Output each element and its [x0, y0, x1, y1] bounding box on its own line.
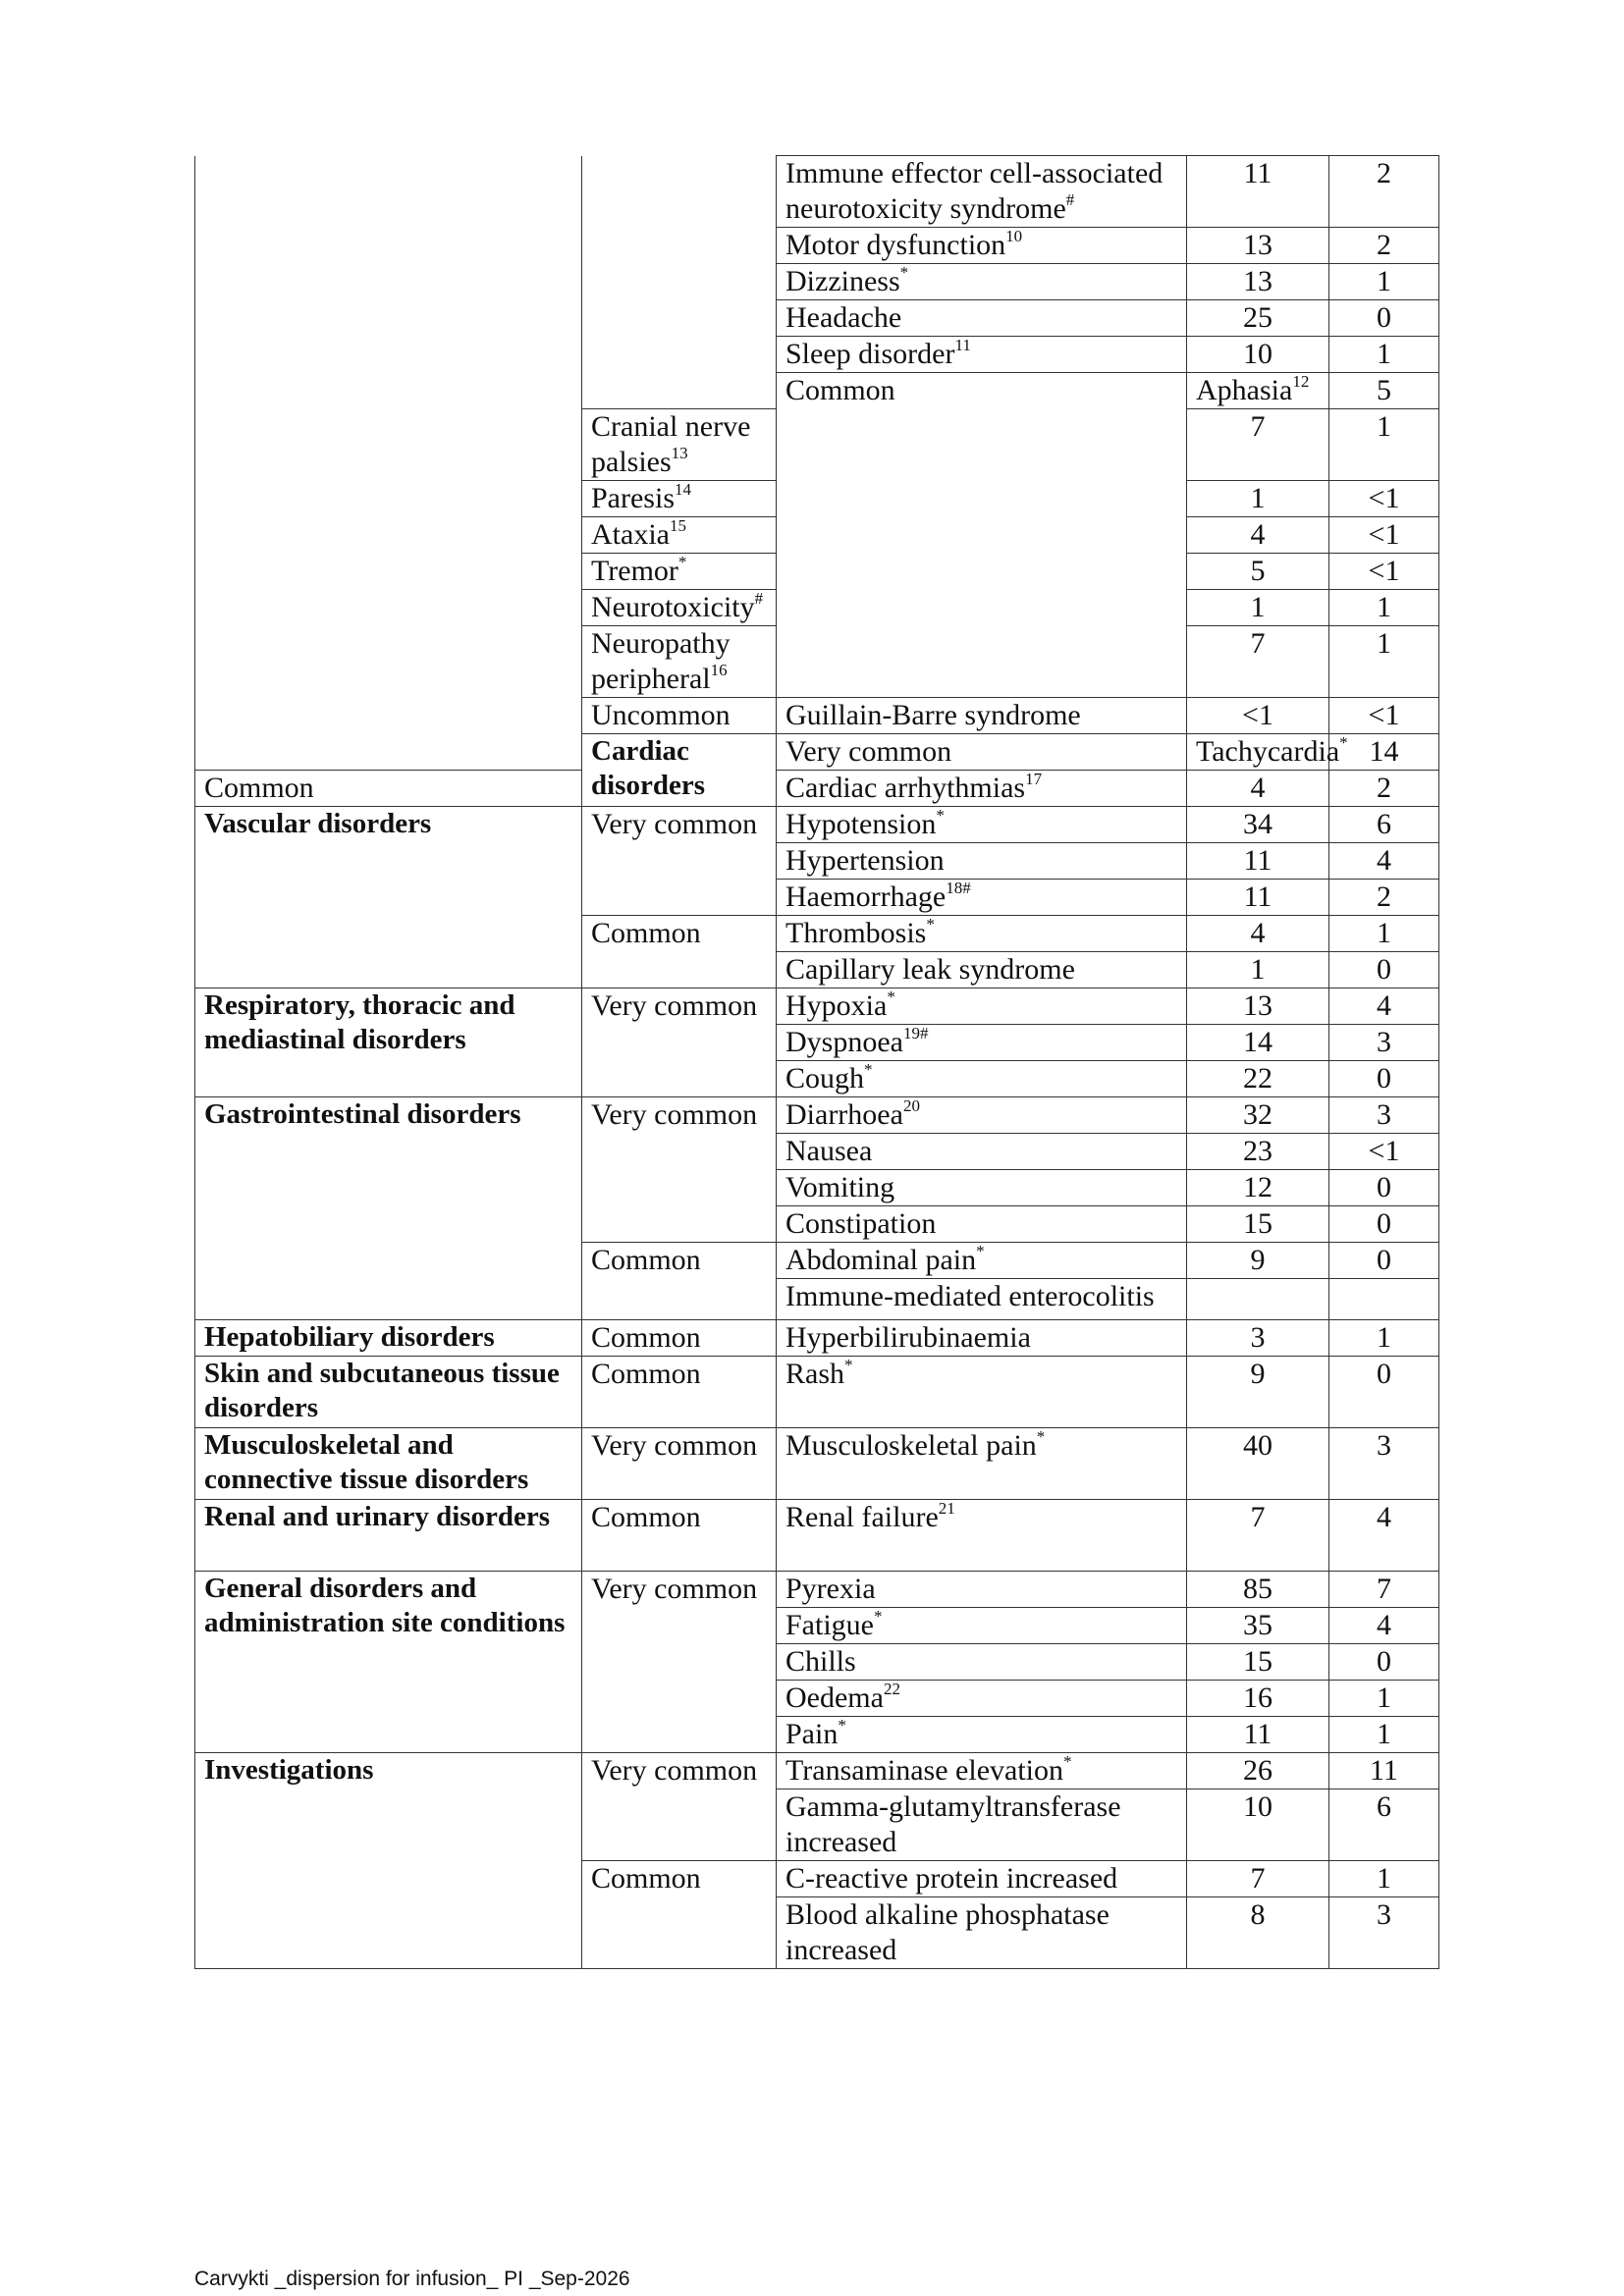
any-grade-percent-cell: 9 [1187, 1243, 1329, 1279]
table-row [195, 1357, 1439, 1428]
adverse-reaction-term: Gamma-glutamyltransferase increased [785, 1790, 1121, 1858]
any-grade-percent-cell: 4 [1187, 916, 1329, 952]
adverse-reaction-cell [777, 1320, 1187, 1357]
any-grade-percent-cell: 7 [1187, 409, 1329, 481]
adverse-reaction-term: Dizziness [785, 265, 900, 297]
table-row [195, 1097, 1439, 1134]
any-grade-percent-cell: 13 [1187, 988, 1329, 1025]
adverse-reactions-table [194, 155, 1439, 1969]
any-grade-percent-cell: 32 [1187, 1097, 1329, 1134]
footnote-marker: 17 [1025, 770, 1043, 788]
adverse-reaction-cell [777, 156, 1187, 228]
adverse-reaction-term: Pyrexia [785, 1573, 876, 1605]
footnote-marker: 12 [1292, 372, 1310, 391]
frequency-cell: Common [777, 373, 1187, 698]
grade3-or-higher-percent-cell: 3 [1329, 1897, 1439, 1969]
system-organ-class-cell: Vascular disorders [195, 807, 582, 988]
footnote-marker: 21 [938, 1499, 955, 1518]
adverse-reaction-term: Hypotension [785, 808, 937, 840]
frequency-cell: Common [582, 1861, 777, 1969]
frequency-cell [582, 156, 777, 409]
adverse-reaction-cell [777, 1717, 1187, 1753]
adverse-reaction-term: Nausea [785, 1135, 873, 1167]
adverse-reaction-cell [777, 1025, 1187, 1061]
adverse-reaction-cell [777, 1789, 1187, 1861]
adverse-reaction-cell [1187, 373, 1329, 409]
grade3-or-higher-percent-cell: 6 [1329, 1789, 1439, 1861]
adverse-reaction-term: Diarrhoea [785, 1098, 903, 1131]
footnote-marker: # [1065, 190, 1075, 209]
grade3-or-higher-percent-cell: 1 [1329, 626, 1439, 698]
any-grade-percent-cell: <1 [1187, 698, 1329, 734]
footnote-marker: * [844, 1356, 853, 1374]
adverse-reaction-term: Vomiting [785, 1171, 895, 1203]
adverse-reaction-cell [777, 1206, 1187, 1243]
grade3-or-higher-percent-cell: 0 [1329, 1170, 1439, 1206]
adverse-reaction-term: Rash [785, 1358, 844, 1390]
adverse-reaction-cell [777, 1753, 1187, 1789]
footnote-marker: * [864, 1060, 873, 1079]
footnote-marker: 11 [954, 336, 971, 354]
grade3-or-higher-percent-cell: <1 [1329, 517, 1439, 554]
frequency-cell: Uncommon [582, 698, 777, 734]
any-grade-percent-cell: 7 [1187, 1500, 1329, 1572]
table-row [195, 156, 1439, 228]
adverse-reaction-cell [777, 337, 1187, 373]
footnote-marker: * [838, 1716, 846, 1735]
frequency-cell: Common [582, 1243, 777, 1320]
grade3-or-higher-percent-cell [1329, 1279, 1439, 1320]
grade3-or-higher-percent-cell: 11 [1329, 1753, 1439, 1789]
grade3-or-higher-percent-cell: 0 [1329, 1243, 1439, 1279]
any-grade-percent-cell: 25 [1187, 300, 1329, 337]
system-organ-class-cell: Renal and urinary disorders [195, 1500, 582, 1572]
adverse-reaction-term: Tachycardia [1196, 735, 1340, 768]
adverse-reaction-term: Headache [785, 301, 902, 334]
adverse-reaction-cell [777, 1681, 1187, 1717]
frequency-cell: Very common [777, 734, 1187, 771]
adverse-reaction-term: Cardiac arrhythmias [785, 772, 1026, 804]
any-grade-percent-cell: 14 [1187, 1025, 1329, 1061]
any-grade-percent-cell: 15 [1187, 1644, 1329, 1681]
any-grade-percent-cell: 1 [1187, 952, 1329, 988]
adverse-reaction-cell [777, 1500, 1187, 1572]
adverse-reaction-cell [777, 1897, 1187, 1969]
grade3-or-higher-percent-cell: 2 [1329, 771, 1439, 807]
any-grade-percent-cell [1187, 1279, 1329, 1320]
adverse-reaction-cell [1187, 733, 1348, 771]
grade3-or-higher-percent-cell: 1 [1329, 1717, 1439, 1753]
grade3-or-higher-percent-cell: <1 [1329, 698, 1439, 734]
adverse-reaction-term: Hyperbilirubinaemia [785, 1321, 1031, 1354]
adverse-reaction-cell [582, 626, 777, 698]
grade3-or-higher-percent-cell: 1 [1329, 1861, 1439, 1897]
any-grade-percent-cell: 26 [1187, 1753, 1329, 1789]
adverse-reaction-term: Chills [785, 1645, 856, 1678]
system-organ-class-cell: Musculoskeletal and connective tissue disorders [195, 1428, 582, 1500]
grade3-or-higher-percent-cell: 0 [1329, 1061, 1439, 1097]
any-grade-percent-cell: 14 [1329, 734, 1439, 771]
table-row [195, 988, 1439, 1025]
adverse-reaction-term: Abdominal pain [785, 1244, 977, 1276]
frequency-cell: Very common [582, 1428, 777, 1500]
any-grade-percent-cell: 10 [1187, 1789, 1329, 1861]
grade3-or-higher-percent-cell: 2 [1329, 228, 1439, 264]
table-row [195, 1500, 1439, 1572]
adverse-reaction-term: Musculoskeletal pain [785, 1429, 1037, 1462]
adverse-reaction-cell [777, 1357, 1187, 1428]
frequency-cell: Common [582, 916, 777, 988]
any-grade-percent-cell: 11 [1187, 1717, 1329, 1753]
footnote-marker: 19# [902, 1024, 929, 1042]
any-grade-percent-cell: 5 [1187, 554, 1329, 590]
any-grade-percent-cell: 85 [1187, 1572, 1329, 1608]
adverse-reaction-term: Sleep disorder [785, 338, 955, 370]
any-grade-percent-cell: 16 [1187, 1681, 1329, 1717]
adverse-reaction-term: Constipation [785, 1207, 937, 1240]
adverse-reaction-cell [582, 481, 777, 517]
footnote-marker: * [887, 988, 895, 1006]
table-row [195, 1572, 1439, 1608]
footnote-marker: # [754, 589, 764, 608]
any-grade-percent-cell: 12 [1187, 1170, 1329, 1206]
adverse-reaction-term: Capillary leak syndrome [785, 953, 1075, 986]
any-grade-percent-cell: 7 [1187, 1861, 1329, 1897]
grade3-or-higher-percent-cell: 3 [1329, 1025, 1439, 1061]
adverse-reaction-cell [777, 698, 1187, 734]
adverse-reaction-cell [777, 771, 1187, 807]
frequency-cell: Common [582, 1320, 777, 1357]
any-grade-percent-cell: 1 [1187, 590, 1329, 626]
adverse-reaction-term: Transaminase elevation [785, 1754, 1063, 1787]
adverse-reaction-cell [777, 1061, 1187, 1097]
table-row [195, 807, 1439, 843]
adverse-reaction-cell [777, 1572, 1187, 1608]
adverse-reaction-term: Cranial nerve palsies [591, 410, 751, 478]
table-row [195, 1428, 1439, 1500]
system-organ-class-cell: Skin and subcutaneous tissue disorders [195, 1357, 582, 1428]
frequency-cell: Common [582, 1357, 777, 1428]
footnote-marker: 20 [902, 1096, 920, 1115]
any-grade-percent-cell: 11 [1187, 880, 1329, 916]
footnote-marker: * [677, 553, 687, 571]
system-organ-class-cell: General disorders and administration site conditions [195, 1572, 582, 1753]
adverse-reaction-term: Haemorrhage [785, 881, 947, 913]
footnote-marker: 14 [675, 480, 691, 499]
any-grade-percent-cell: 4 [1187, 771, 1329, 807]
grade3-or-higher-percent-cell: 4 [1329, 988, 1439, 1025]
adverse-reaction-cell [582, 517, 777, 554]
grade3-or-higher-percent-cell: 0 [1329, 952, 1439, 988]
grade3-or-higher-percent-cell: 0 [1329, 300, 1439, 337]
grade3-or-higher-percent-cell: 3 [1329, 1428, 1439, 1500]
system-organ-class-cell: Cardiac disorders [582, 734, 777, 807]
adverse-reaction-term: Immune effector cell-associated neurotoxicity syndrome [785, 157, 1164, 225]
any-grade-percent-cell: 7 [1187, 626, 1329, 698]
adverse-reaction-term: Renal failure [785, 1501, 939, 1533]
footnote-marker: * [899, 263, 909, 282]
adverse-reaction-cell [777, 1097, 1187, 1134]
frequency-cell: Very common [582, 988, 777, 1097]
grade3-or-higher-percent-cell: 0 [1329, 1644, 1439, 1681]
table-body [195, 156, 1439, 1969]
frequency-cell: Very common [582, 1572, 777, 1753]
footnote-marker: 13 [671, 444, 688, 462]
adverse-reaction-cell [777, 1134, 1187, 1170]
adverse-reaction-term: Pain [785, 1718, 839, 1750]
adverse-reaction-term: Fatigue [785, 1609, 874, 1641]
footnote-marker: * [976, 1242, 985, 1260]
grade3-or-higher-percent-cell: 1 [1329, 409, 1439, 481]
adverse-reaction-term: Motor dysfunction [785, 229, 1006, 261]
adverse-reaction-cell [777, 843, 1187, 880]
adverse-reaction-cell [777, 952, 1187, 988]
grade3-or-higher-percent-cell: 1 [1329, 337, 1439, 373]
adverse-reaction-cell [777, 916, 1187, 952]
adverse-reaction-cell [777, 880, 1187, 916]
adverse-reaction-cell [777, 1428, 1187, 1500]
any-grade-percent-cell: 22 [1187, 1061, 1329, 1097]
adverse-reaction-cell [582, 554, 777, 590]
adverse-reaction-term: Ataxia [591, 518, 670, 551]
system-organ-class-cell: Investigations [195, 1753, 582, 1969]
any-grade-percent-cell: 8 [1187, 1897, 1329, 1969]
frequency-cell: Common [195, 771, 582, 807]
grade3-or-higher-percent-cell: 1 [1329, 1681, 1439, 1717]
grade3-or-higher-percent-cell: <1 [1329, 1134, 1439, 1170]
any-grade-percent-cell: 1 [1187, 481, 1329, 517]
any-grade-percent-cell: 9 [1187, 1357, 1329, 1428]
adverse-reaction-cell [777, 300, 1187, 337]
frequency-cell: Very common [582, 1753, 777, 1861]
system-organ-class-cell: Hepatobiliary disorders [195, 1320, 582, 1357]
adverse-reaction-cell [582, 590, 777, 626]
footnote-marker: 16 [710, 661, 728, 679]
adverse-reaction-term: Neuropathy peripheral [591, 627, 731, 695]
adverse-reaction-term: Cough [785, 1062, 865, 1095]
any-grade-percent-cell: 11 [1187, 843, 1329, 880]
adverse-reaction-term: Guillain-Barre syndrome [785, 699, 1081, 731]
table-row [195, 1753, 1439, 1789]
grade3-or-higher-percent-cell: 1 [1329, 264, 1439, 300]
grade3-or-higher-percent-cell: 2 [1329, 880, 1439, 916]
adverse-reaction-term: Thrombosis [785, 917, 927, 949]
any-grade-percent-cell: 11 [1187, 156, 1329, 228]
any-grade-percent-cell: 15 [1187, 1206, 1329, 1243]
any-grade-percent-cell: 13 [1187, 228, 1329, 264]
adverse-reaction-term: Oedema [785, 1682, 884, 1714]
adverse-reaction-term: Blood alkaline phosphatase increased [785, 1898, 1110, 1966]
footnote-marker: * [874, 1607, 883, 1626]
any-grade-percent-cell: 35 [1187, 1608, 1329, 1644]
grade3-or-higher-percent-cell: 6 [1329, 807, 1439, 843]
adverse-reaction-cell [777, 1644, 1187, 1681]
system-organ-class-cell [195, 156, 582, 771]
footnote-marker: 18# [946, 879, 971, 897]
any-grade-percent-cell: 3 [1187, 1320, 1329, 1357]
any-grade-percent-cell: 5 [1329, 373, 1439, 409]
any-grade-percent-cell: 34 [1187, 807, 1329, 843]
footnote-marker: 10 [1005, 227, 1023, 245]
adverse-reaction-term: Immune-mediated enterocolitis [785, 1280, 1155, 1312]
adverse-reaction-term: Hypoxia [785, 989, 888, 1022]
frequency-cell: Common [582, 1500, 777, 1572]
adverse-reaction-term: Neurotoxicity [591, 591, 755, 623]
grade3-or-higher-percent-cell: 4 [1329, 1608, 1439, 1644]
grade3-or-higher-percent-cell: 3 [1329, 1097, 1439, 1134]
adverse-reaction-term: Tremor [591, 555, 678, 587]
grade3-or-higher-percent-cell: 2 [1329, 156, 1439, 228]
footnote-marker: * [1339, 733, 1348, 752]
system-organ-class-cell: Gastrointestinal disorders [195, 1097, 582, 1320]
grade3-or-higher-percent-cell: 0 [1329, 1206, 1439, 1243]
adverse-reaction-term: Aphasia [1196, 374, 1293, 406]
adverse-reaction-cell [777, 1608, 1187, 1644]
adverse-reaction-term: Hypertension [785, 844, 945, 877]
frequency-cell: Very common [582, 807, 777, 916]
adverse-reaction-cell [777, 1243, 1187, 1279]
footnote-marker: 22 [883, 1680, 900, 1698]
grade3-or-higher-percent-cell: <1 [1329, 481, 1439, 517]
adverse-reaction-cell [777, 264, 1187, 300]
adverse-reaction-cell [777, 1170, 1187, 1206]
grade3-or-higher-percent-cell: 4 [1329, 1500, 1439, 1572]
adverse-reaction-term: Paresis [591, 482, 675, 514]
grade3-or-higher-percent-cell: 1 [1329, 916, 1439, 952]
table-row [195, 771, 1439, 807]
any-grade-percent-cell: 40 [1187, 1428, 1329, 1500]
footnote-marker: 15 [669, 516, 686, 535]
frequency-cell: Very common [582, 1097, 777, 1243]
footnote-marker: * [936, 806, 945, 825]
adverse-reaction-cell [777, 1861, 1187, 1897]
grade3-or-higher-percent-cell: 0 [1329, 1357, 1439, 1428]
adverse-reaction-term: Dyspnoea [785, 1026, 903, 1058]
adverse-reaction-cell [777, 988, 1187, 1025]
any-grade-percent-cell: 23 [1187, 1134, 1329, 1170]
any-grade-percent-cell: 4 [1187, 517, 1329, 554]
footnote-marker: * [1036, 1427, 1046, 1446]
grade3-or-higher-percent-cell: 7 [1329, 1572, 1439, 1608]
any-grade-percent-cell: 10 [1187, 337, 1329, 373]
adverse-reaction-cell [582, 409, 777, 481]
adverse-reaction-cell [777, 1279, 1187, 1320]
any-grade-percent-cell: 13 [1187, 264, 1329, 300]
footnote-marker: * [1063, 1752, 1072, 1771]
table-row [195, 1320, 1439, 1357]
page-footer: Carvykti _dispersion for infusion_ PI _Sep-2026 [194, 2268, 630, 2290]
grade3-or-higher-percent-cell: <1 [1329, 554, 1439, 590]
grade3-or-higher-percent-cell: 1 [1329, 590, 1439, 626]
grade3-or-higher-percent-cell: 1 [1329, 1320, 1439, 1357]
adverse-reaction-term: C-reactive protein increased [785, 1862, 1118, 1895]
system-organ-class-cell: Respiratory, thoracic and mediastinal disorders [195, 988, 582, 1097]
footnote-marker: * [926, 915, 935, 934]
adverse-reaction-cell [777, 807, 1187, 843]
grade3-or-higher-percent-cell: 4 [1329, 843, 1439, 880]
adverse-reaction-cell [777, 228, 1187, 264]
